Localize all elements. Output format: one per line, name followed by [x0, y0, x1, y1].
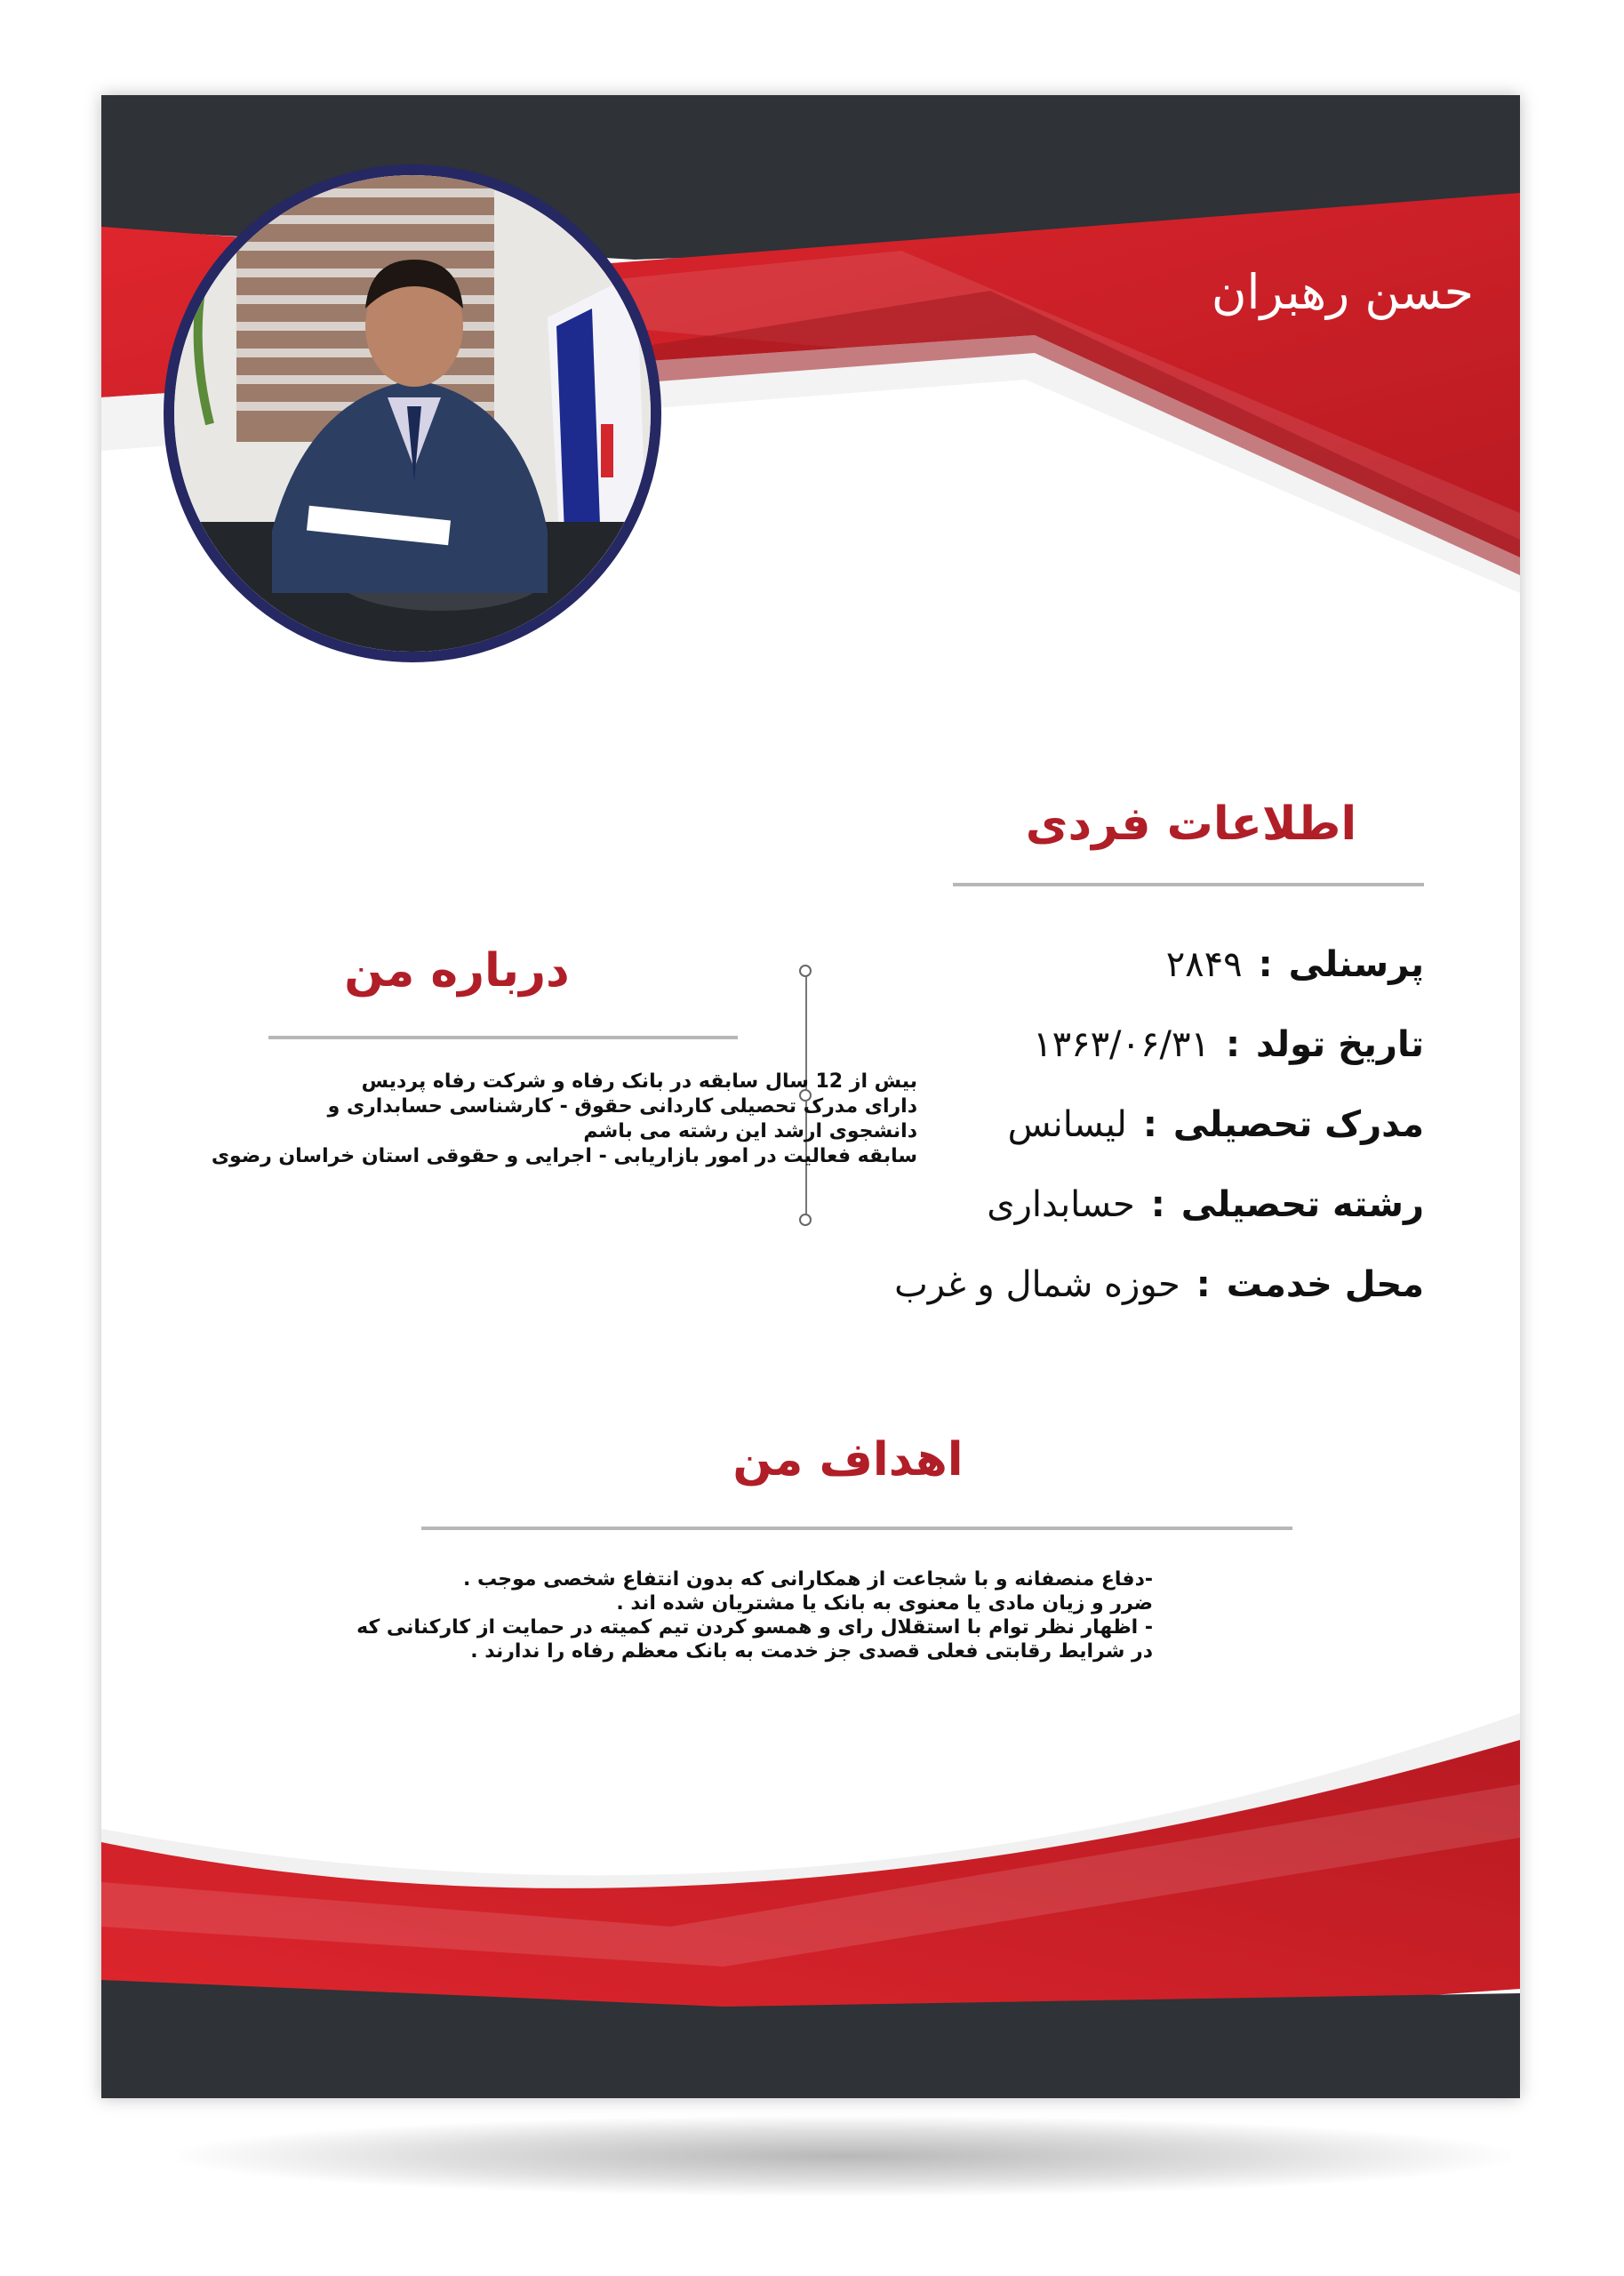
goals-line: ضرر و زیان مادی یا معنوی به بانک یا مشتریان شده اند .	[616, 1592, 1153, 1615]
person-name: حسن رهبران	[1211, 264, 1474, 320]
person-photo-icon	[174, 175, 651, 652]
info-separator: :	[1150, 1184, 1165, 1225]
about-divider	[268, 1036, 738, 1039]
info-label: محل خدمت	[1226, 1264, 1424, 1305]
info-row-workplace	[802, 1264, 1424, 1305]
about-line: بیش از 12 سال سابقه در بانک رفاه و شرکت رفاه پردیس	[361, 1070, 917, 1093]
page-drop-shadow	[178, 2116, 1511, 2196]
info-separator: :	[1196, 1264, 1211, 1305]
goals-title: اهداف من	[732, 1433, 964, 1487]
about-line: دانشجوی ارشد این رشته می باشم	[583, 1120, 917, 1142]
goals-line: - اظهار نظر توام با استقلال رای و همسو کردن تیم کمیته در حمایت از کارکنانی که	[356, 1616, 1153, 1639]
info-value: حسابداری	[987, 1184, 1135, 1225]
info-separator: :	[1225, 1024, 1240, 1065]
info-value: حوزه شمال و غرب	[894, 1264, 1180, 1305]
info-separator: :	[1258, 944, 1273, 985]
info-label: پرسنلی	[1288, 944, 1424, 985]
about-title: درباره من	[344, 944, 570, 998]
about-line: دارای مدرک تحصیلی کاردانی حقوق - کارشناسی حسابداری و	[327, 1095, 917, 1118]
profile-photo	[164, 164, 661, 662]
info-label: تاریخ تولد	[1255, 1024, 1424, 1065]
info-row-field	[802, 1184, 1424, 1225]
goals-line: در شرایط رقابتی فعلی قصدی جز خدمت به بانک معظم رفاه را ندارند .	[470, 1640, 1153, 1663]
goals-line: -دفاع منصفانه و با شجاعت از همکارانی که بدون انتفاع شخصی موجب .	[462, 1568, 1153, 1591]
personal-info-title: اطلاعات فردی	[1025, 797, 1357, 851]
timeline-dot	[799, 965, 812, 977]
info-value: ۱۳۶۳/۰۶/۳۱	[1033, 1024, 1210, 1065]
timeline-dot	[799, 1214, 812, 1226]
info-value: ۲۸۴۹	[1165, 944, 1243, 985]
info-value: لیسانس	[1007, 1104, 1127, 1145]
personal-info-divider	[953, 883, 1424, 886]
goals-divider	[421, 1527, 1292, 1530]
resume-page	[101, 95, 1520, 2098]
info-row-birth-date	[802, 1024, 1424, 1065]
goals-text	[356, 1567, 1153, 1663]
about-text	[211, 1070, 917, 1169]
about-line: سابقه فعالیت در امور بازاریابی - اجرایی و حقوقی استان خراسان رضوی	[211, 1145, 917, 1167]
info-label: رشته تحصیلی	[1180, 1184, 1424, 1225]
info-row-personnel	[802, 944, 1424, 985]
info-separator: :	[1142, 1104, 1157, 1145]
info-label: مدرک تحصیلی	[1172, 1104, 1424, 1145]
